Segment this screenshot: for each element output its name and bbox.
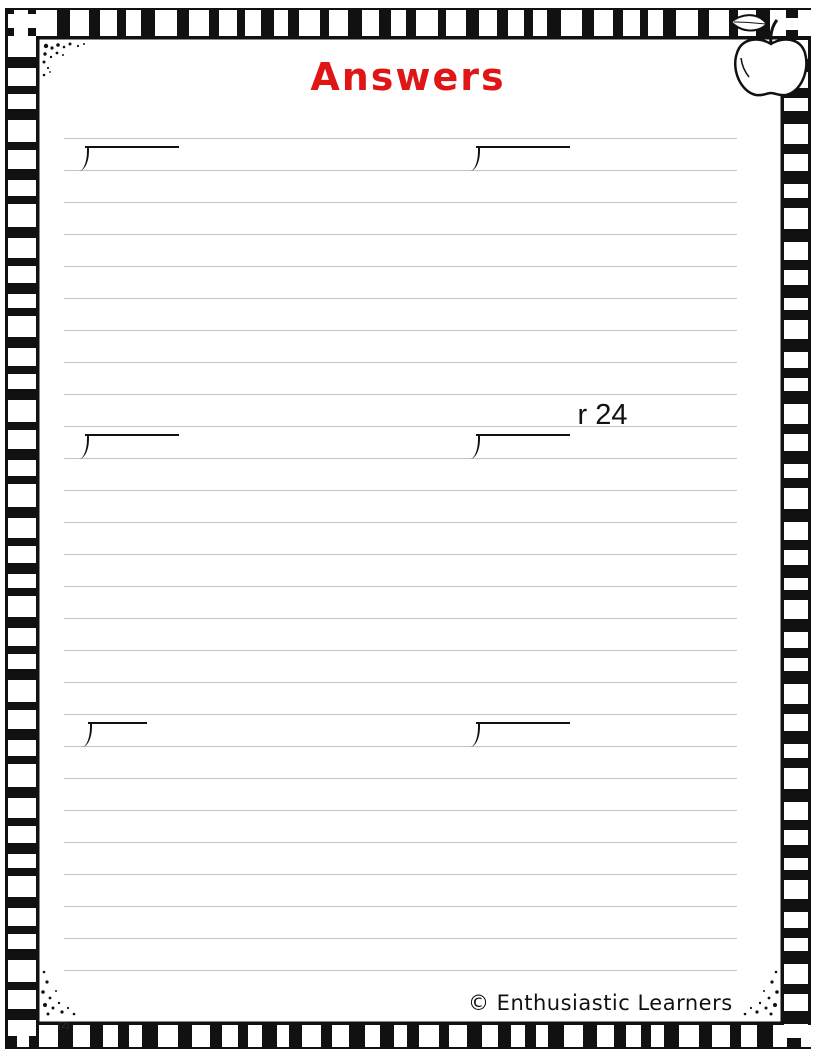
ruled-line: [64, 298, 737, 299]
ruled-line: [64, 202, 737, 203]
ruled-line: [64, 618, 737, 619]
ruled-line: [64, 778, 737, 779]
division-bar: [476, 434, 570, 436]
ruled-line: [64, 938, 737, 939]
ruled-line: [64, 874, 737, 875]
copyright-notice: © Enthusiastic Learners: [468, 991, 733, 1015]
page-number: (2): [58, 1020, 69, 1030]
page-title: Answers: [310, 55, 506, 99]
ruled-line: [64, 554, 737, 555]
ruled-line: [64, 458, 737, 459]
remainder-label: r 24: [577, 399, 628, 431]
ruled-line: [64, 266, 737, 267]
ruled-line: [64, 682, 737, 683]
division-bar: [88, 722, 147, 724]
ruled-line: [64, 746, 737, 747]
ruled-line: [64, 586, 737, 587]
ruled-line: [64, 170, 737, 171]
division-bar: [85, 146, 179, 148]
division-bar: [476, 722, 570, 724]
ruled-line: [64, 362, 737, 363]
ruled-line: [64, 234, 737, 235]
ruled-line: [64, 394, 737, 395]
ruled-line: [64, 906, 737, 907]
ruled-line: [64, 426, 737, 427]
ruled-line: [64, 138, 737, 139]
ruled-line: [64, 330, 737, 331]
ruled-line: [64, 714, 737, 715]
ruled-line: [64, 522, 737, 523]
ruled-line: [64, 842, 737, 843]
ruled-line: [64, 970, 737, 971]
ruled-line: [64, 490, 737, 491]
division-bar: [476, 146, 570, 148]
division-bar: [85, 434, 179, 436]
ruled-line: [64, 650, 737, 651]
ruled-line: [64, 810, 737, 811]
